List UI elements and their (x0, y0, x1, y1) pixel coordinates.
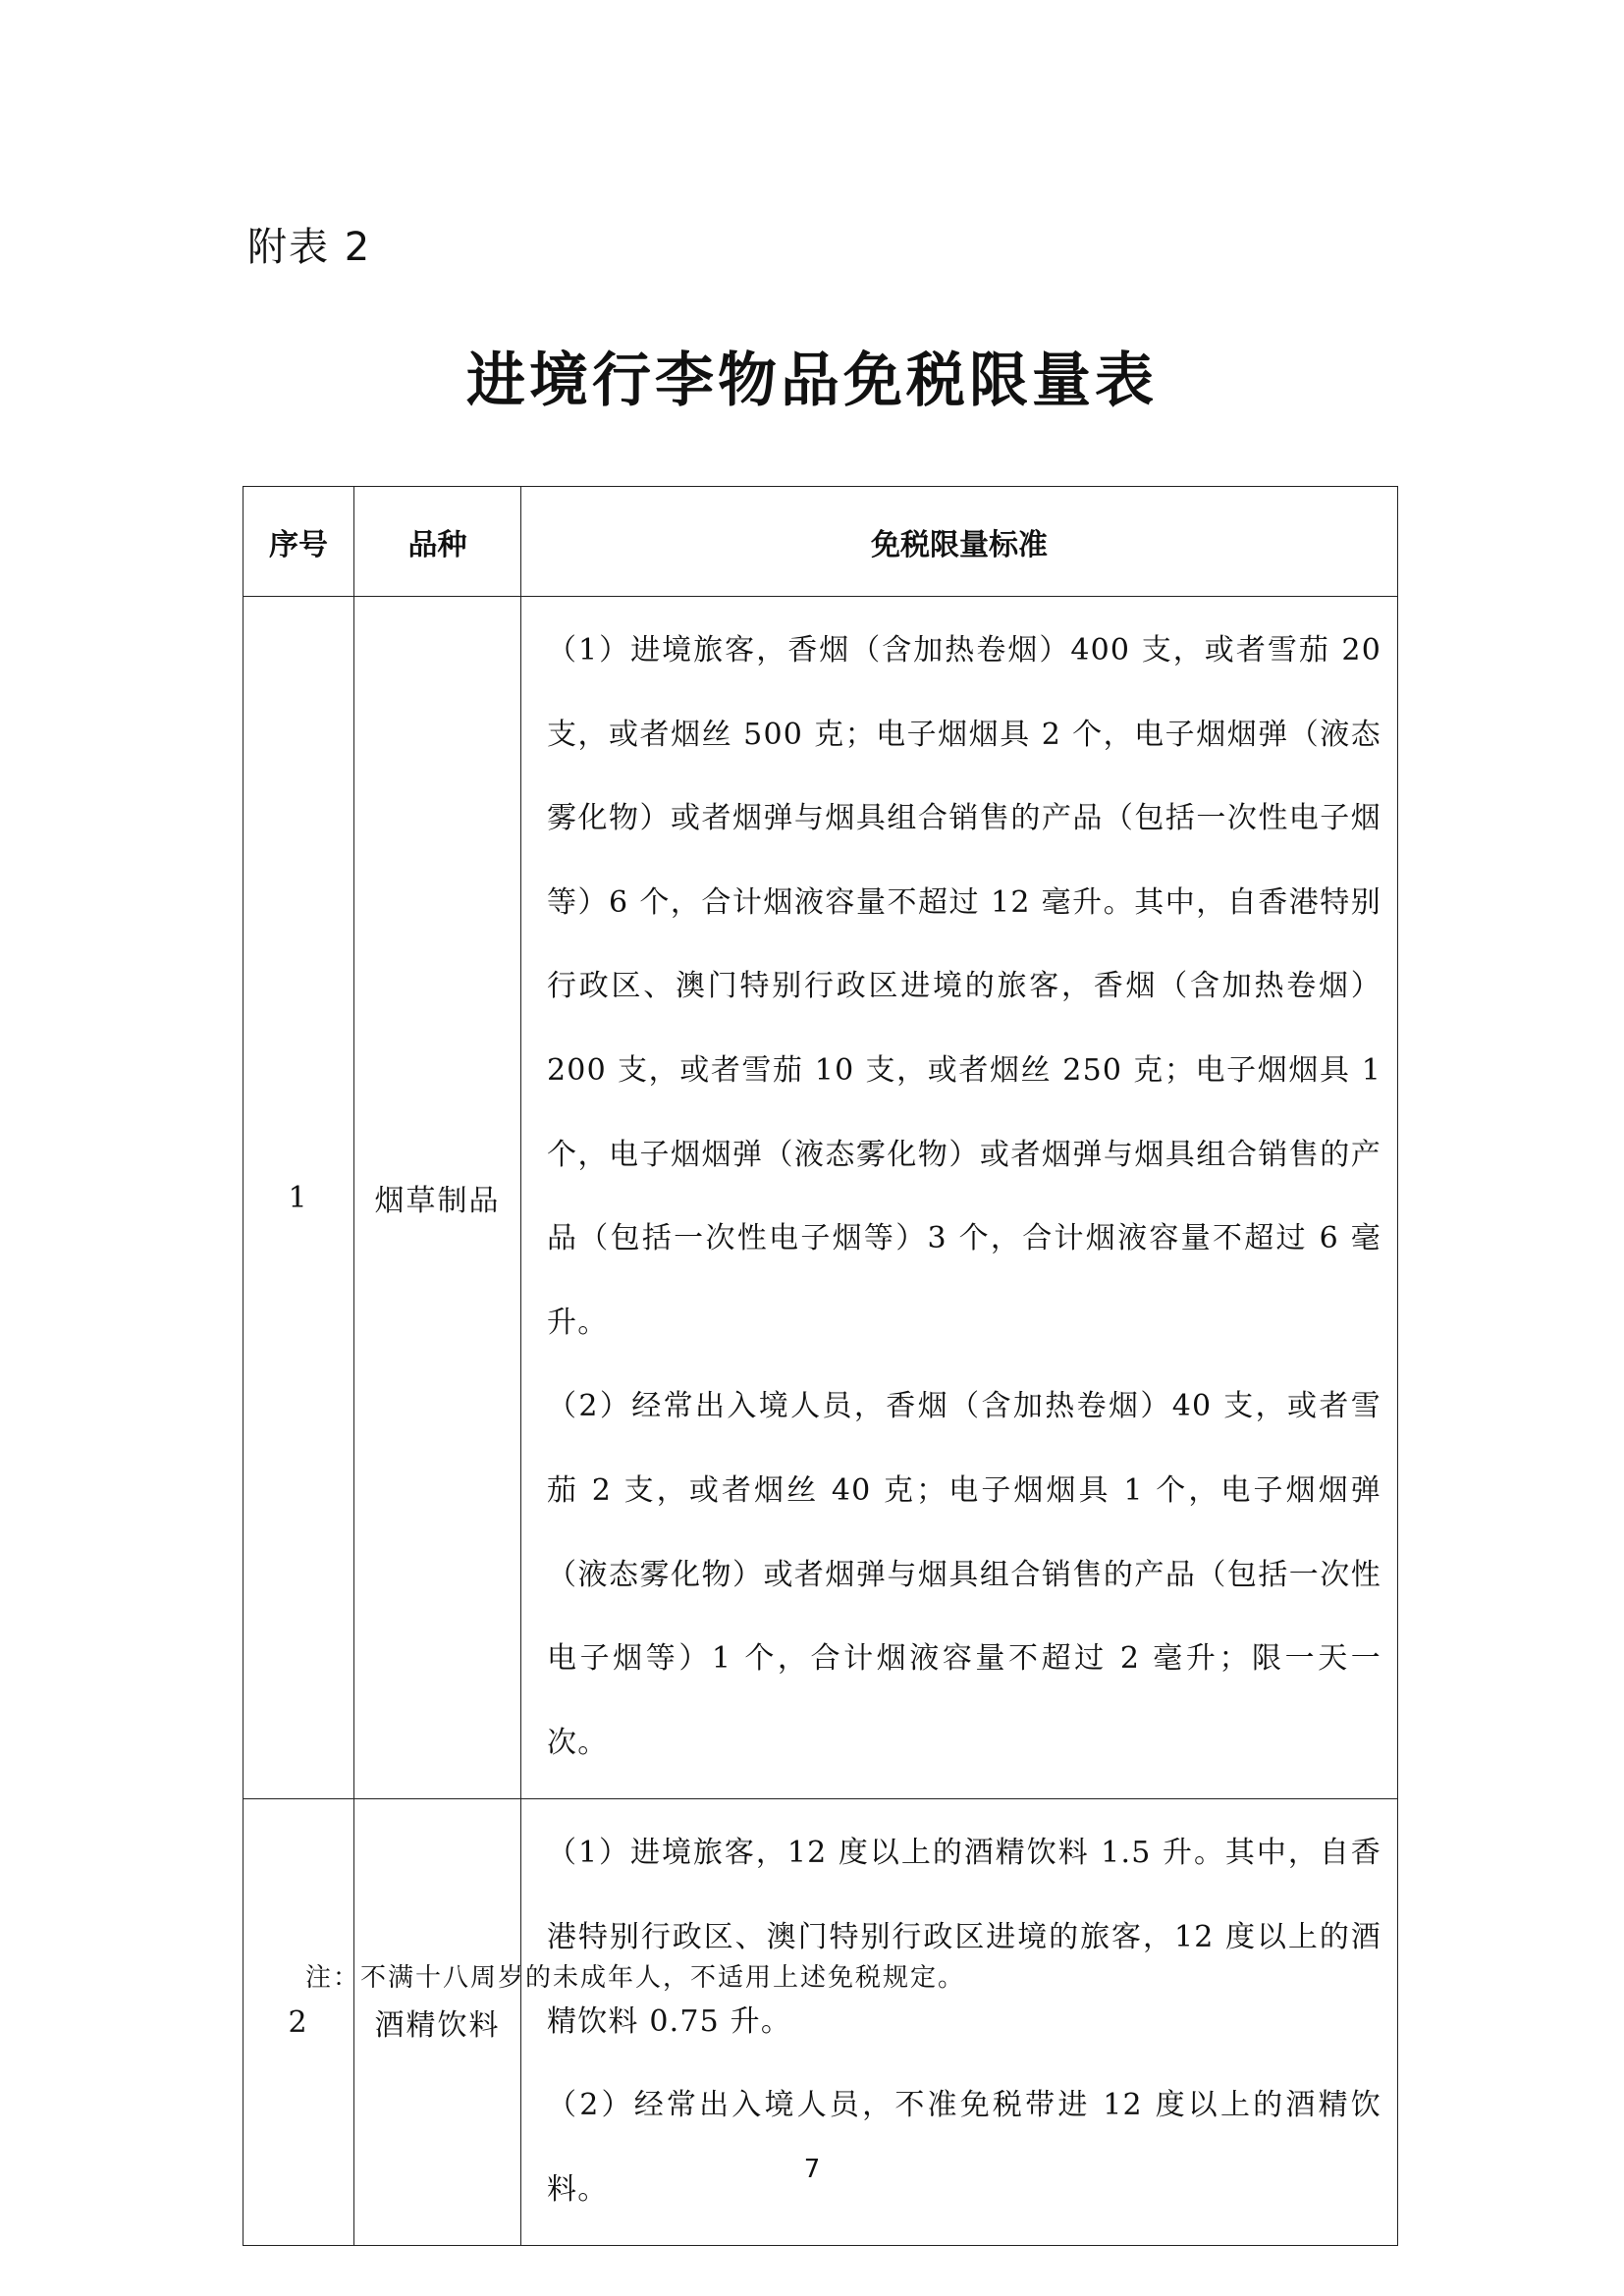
header-standard: 免税限量标准 (521, 487, 1398, 597)
header-category: 品种 (354, 487, 521, 597)
page-number: 7 (803, 2155, 821, 2184)
header-seq: 序号 (244, 487, 354, 597)
row-seq: 1 (244, 597, 354, 1799)
attachment-label: 附表 2 (247, 225, 372, 270)
standard-paragraph: （2）经常出入境人员，香烟（含加热卷烟）40 支，或者雪茄 2 支，或者烟丝 40 克；电子烟烟具 1 个，电子烟烟弹（液态雾化物）或者烟弹与烟具组合销售的产品（包括一次性电子烟等）1 个，合计烟液容量不超过 2 毫升；限一天一次。 (547, 1389, 1381, 1760)
row-standard (521, 597, 1398, 1799)
standard-paragraph: （1）进境旅客，12 度以上的酒精饮料 1.5 升。其中，自香港特别行政区、澳门特别行政区进境的旅客，12 度以上的酒精饮料 0.75 升。 (547, 1836, 1381, 2039)
table-header-row (244, 487, 1398, 597)
row-category: 酒精饮料 (354, 1799, 521, 2246)
table-row (244, 597, 1398, 1799)
row-seq: 2 (244, 1799, 354, 2246)
footnote: 注：不满十八周岁的未成年人，不适用上述免税规定。 (305, 1963, 966, 1993)
row-category: 烟草制品 (354, 597, 521, 1799)
document-title: 进境行李物品免税限量表 (466, 347, 1158, 415)
standard-paragraph: （1）进境旅客，香烟（含加热卷烟）400 支，或者雪茄 20 支，或者烟丝 500 克；电子烟烟具 2 个，电子烟烟弹（液态雾化物）或者烟弹与烟具组合销售的产品（包括一次性电子烟等）6 个，合计烟液容量不超过 12 毫升。其中，自香港特别行政区、澳门特别行政区进境的旅客，香烟（含加热卷烟）200 支，或者雪茄 10 支，或者烟丝 250 克；电子烟烟具 1 个，电子烟烟弹（液态雾化物）或者烟弹与烟具组合销售的产品（包括一次性电子烟等）3 个，合计烟液容量不超过 6 毫升。 (547, 633, 1381, 1340)
standard-paragraph: （2）经常出入境人员，不准免税带进 12 度以上的酒精饮料。 (547, 2088, 1381, 2207)
